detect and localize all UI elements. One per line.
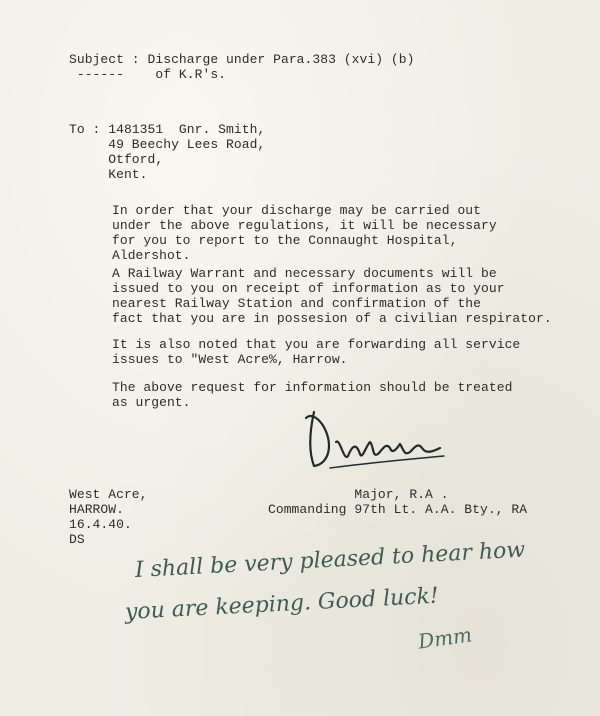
officer-signature [300, 402, 450, 482]
body-line: nearest Railway Station and confirmation of the [112, 296, 482, 311]
body-line: In order that your discharge may be carried out [112, 203, 482, 218]
body-line: under the above regulations, it will be necessary [112, 218, 497, 233]
address-line: West Acre, [69, 487, 148, 502]
signatory-rank: Major, R.A . [268, 487, 449, 502]
subject-block [69, 52, 414, 82]
body-line: It is also noted that you are forwarding all service [112, 337, 521, 352]
handwritten-note [124, 537, 526, 668]
letter-date: 16.4.40. [69, 517, 132, 532]
recipient-street-line: 49 Beechy Lees Road, [69, 137, 266, 152]
handwritten-note-line: I shall be very pleased to hear how [134, 537, 526, 583]
body-line: issued to you on receipt of information as to your [112, 281, 505, 296]
body-paragraph-discharge [112, 203, 497, 263]
body-line: issues to "West Acre%, Harrow. [112, 352, 348, 367]
body-line: fact that you are in possesion of a civilian respirator. [112, 311, 552, 326]
body-line: as urgent. [112, 395, 191, 410]
sender-address-block [69, 487, 148, 547]
body-line: Aldershot. [112, 248, 191, 263]
subject-line: Subject : Discharge under Para.383 (xvi) (b) [69, 52, 415, 67]
typist-initials: DS [69, 532, 85, 547]
handwritten-initials: Dmm [416, 622, 474, 654]
handwritten-note-line: you are keeping. Good luck! [124, 583, 440, 625]
signatory-unit: Commanding 97th Lt. A.A. Bty., RA [268, 502, 528, 517]
body-line: for you to report to the Connaught Hospital, [112, 233, 458, 248]
signature-icon [300, 402, 450, 482]
recipient-name-line: To : 1481351 Gnr. Smith, [69, 122, 266, 137]
body-line: The above request for information should be treated [112, 380, 513, 395]
body-paragraph-railway-warrant [112, 266, 552, 326]
signatory-block [268, 487, 527, 517]
recipient-block [69, 122, 265, 182]
body-line: A Railway Warrant and necessary documents will be [112, 266, 497, 281]
subject-reference-line: ------ of K.R's. [69, 67, 227, 82]
recipient-town-line: Otford, [69, 152, 164, 167]
address-line: HARROW. [69, 502, 124, 517]
body-paragraph-service-issues [112, 337, 520, 367]
recipient-county-line: Kent. [69, 167, 148, 182]
